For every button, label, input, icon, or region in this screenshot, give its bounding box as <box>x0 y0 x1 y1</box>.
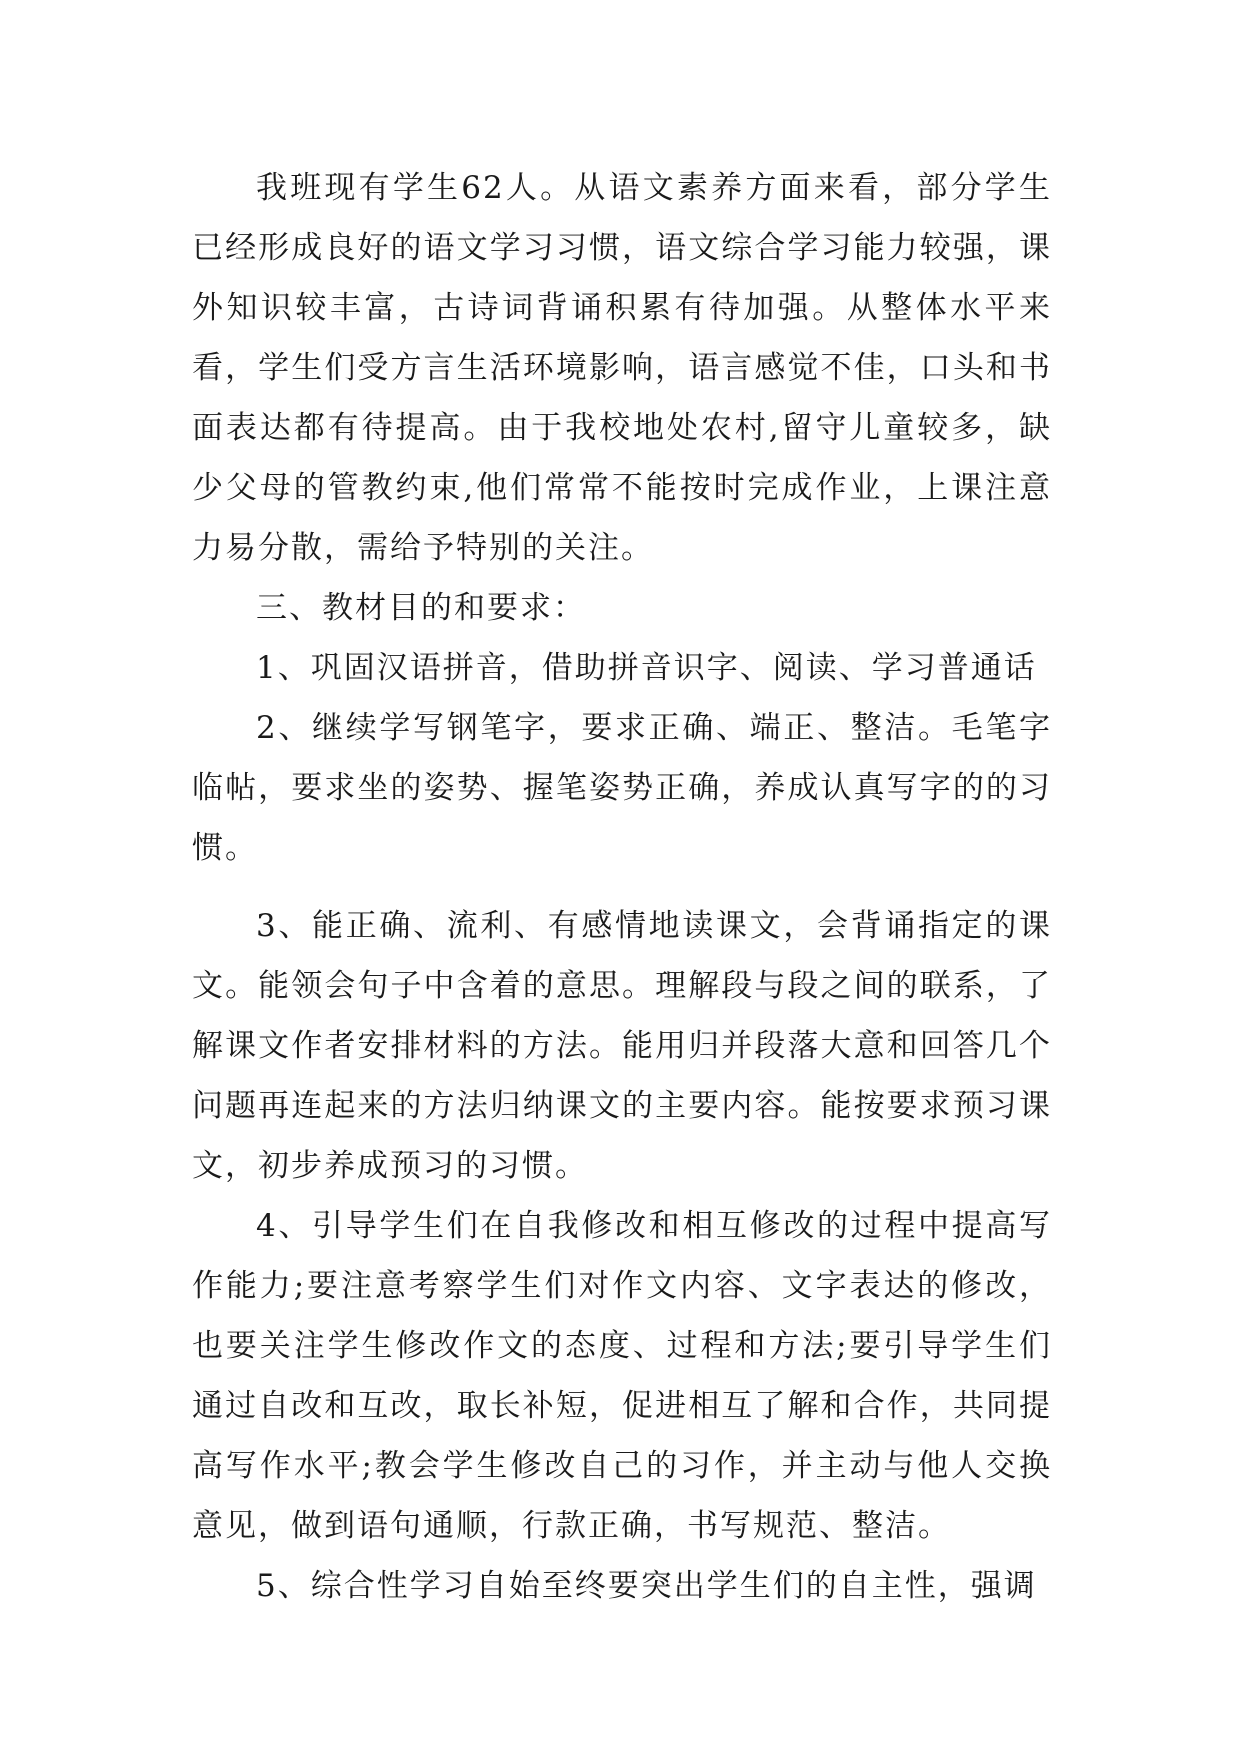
paragraph-goal-5: 5、综合性学习自始至终要突出学生们的自主性，强调 <box>256 1568 1037 1604</box>
paragraph-class-situation: 我班现有学生62人。从语文素养方面来看，部分学生已经形成良好的语文学习习惯，语文综合学习能力较强，课外知识较丰富，古诗词背诵积累有待加强。从整体水平来看，学生们受方言生活环境影响，语言感觉不佳，口头和书面表达都有待提高。由于我校地处农村,留守儿童较多，缺少父母的管教约束,他们常常不能按时完成作业，上课注意力易分散，需给予特别的关注。 <box>192 170 1052 566</box>
document-body <box>192 158 1052 1616</box>
section-heading-goals: 三、教材目的和要求： <box>256 590 586 626</box>
paragraph-goal-2: 2、继续学写钢笔字，要求正确、端正、整洁。毛笔字临帖，要求坐的姿势、握笔姿势正确，养成认真写字的的习惯。 <box>192 710 1052 866</box>
paragraph-goal-1: 1、巩固汉语拼音，借助拼音识字、阅读、学习普通话 <box>256 650 1037 686</box>
paragraph-goal-4: 4、引导学生们在自我修改和相互修改的过程中提高写作能力;要注意考察学生们对作文内容、文字表达的修改，也要关注学生修改作文的态度、过程和方法;要引导学生们通过自改和互改，取长补短，促进相互了解和合作，共同提高写作水平;教会学生修改自己的习作，并主动与他人交换意见，做到语句通顺，行款正确，书写规范、整洁。 <box>192 1208 1052 1544</box>
paragraph-goal-3: 3、能正确、流利、有感情地读课文，会背诵指定的课文。能领会句子中含着的意思。理解段与段之间的联系，了解课文作者安排材料的方法。能用归并段落大意和回答几个问题再连起来的方法归纳课文的主要内容。能按要求预习课文，初步养成预习的习惯。 <box>192 908 1052 1184</box>
